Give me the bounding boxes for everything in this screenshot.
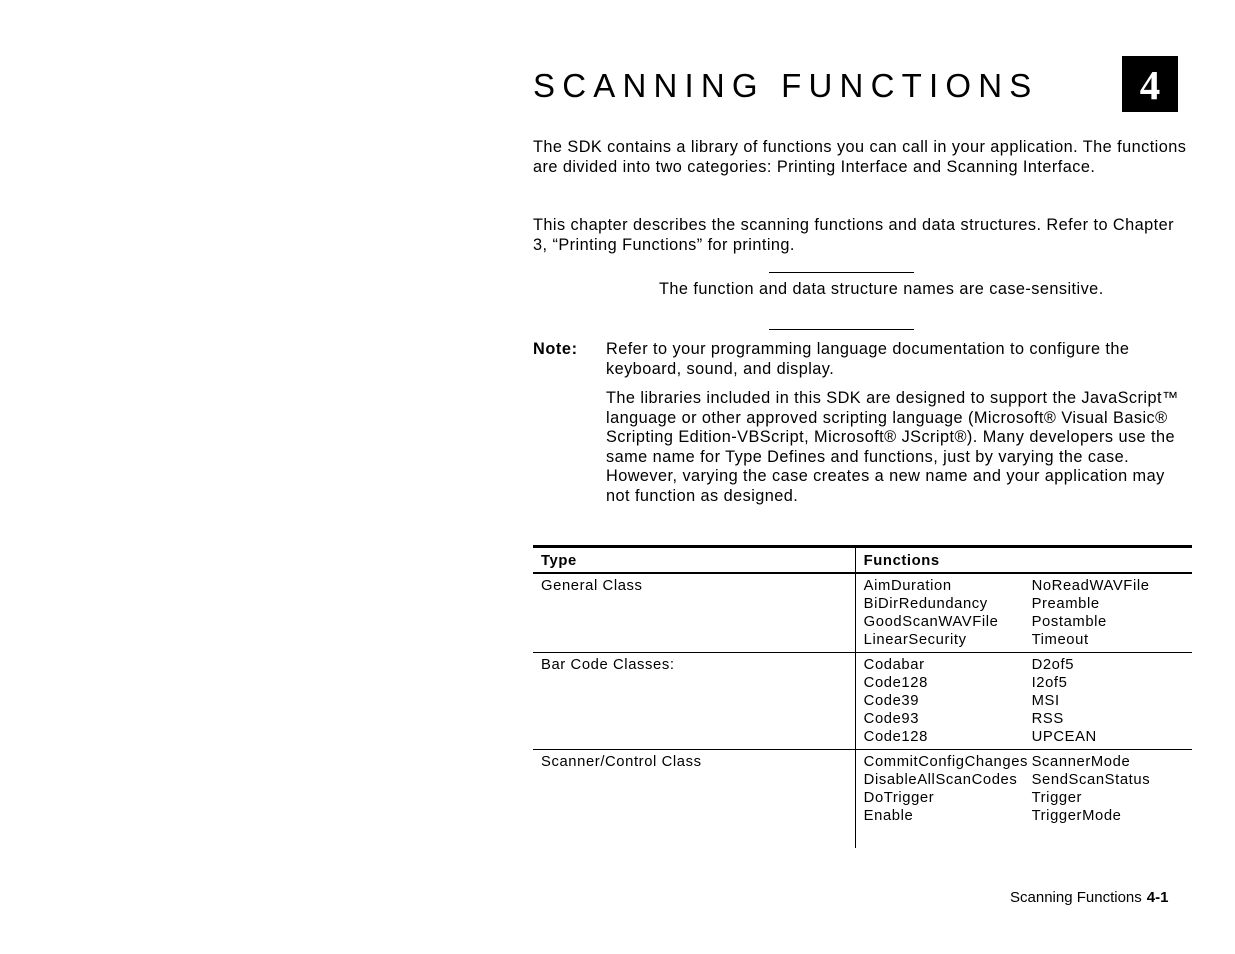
function-name: Timeout <box>1031 632 1089 648</box>
function-name: NoReadWAVFile <box>1031 578 1150 594</box>
function-name: Codabar <box>863 657 925 673</box>
row-type: Bar Code Classes: <box>533 653 855 750</box>
function-name: DisableAllScanCodes <box>863 772 1018 788</box>
function-name: LinearSecurity <box>863 632 967 648</box>
functions-column-left <box>855 573 1023 653</box>
function-name: ScannerMode <box>1031 754 1131 770</box>
caution-rule-top <box>769 272 914 273</box>
footer-page-number: 4-1 <box>1146 889 1169 906</box>
footer-section-title: Scanning Functions <box>1010 889 1142 906</box>
function-name: RSS <box>1031 711 1064 727</box>
chapter-number-tab: 4 <box>1122 56 1178 112</box>
note-paragraph-1: Refer to your programming language documentation to configure the keyboard, sound, and display. <box>606 340 1130 378</box>
table-row <box>533 573 1192 653</box>
function-name: GoodScanWAVFile <box>863 614 999 630</box>
functions-column-right <box>1024 750 1192 849</box>
header-type: Type <box>533 547 855 574</box>
function-name: MSI <box>1031 693 1060 709</box>
functions-column-right <box>1024 653 1192 750</box>
function-name: Code93 <box>863 711 920 727</box>
functions-table <box>533 545 1192 848</box>
function-name: Enable <box>863 808 914 824</box>
caution-rule-bottom <box>769 329 914 330</box>
functions-column-left <box>855 653 1023 750</box>
function-name: Trigger <box>1031 790 1083 806</box>
function-name: BiDirRedundancy <box>863 596 988 612</box>
note-label: Note: <box>533 340 578 358</box>
function-name: Code128 <box>863 675 928 691</box>
caution-text: The function and data structure names are case-sensitive. <box>659 280 1104 298</box>
function-name: UPCEAN <box>1031 729 1097 745</box>
function-name: TriggerMode <box>1031 808 1122 824</box>
function-name: Preamble <box>1031 596 1100 612</box>
functions-column-left <box>855 750 1029 849</box>
function-name: I2of5 <box>1031 675 1068 691</box>
row-type: General Class <box>533 573 855 653</box>
function-name: Code39 <box>863 693 920 709</box>
chapter-title: SCANNING FUNCTIONS <box>533 67 1039 104</box>
function-name: D2of5 <box>1031 657 1075 673</box>
page-footer <box>1010 889 1168 907</box>
function-name: DoTrigger <box>863 790 935 806</box>
function-name: AimDuration <box>863 578 952 594</box>
table-row <box>533 750 1192 849</box>
intro-paragraph-2: This chapter describes the scanning functions and data structures. Refer to Chapter 3, “Printing Functions” for printing. <box>533 216 1174 254</box>
note-paragraph-2: The libraries included in this SDK are designed to support the JavaScript™ language or other approved scripting language (Microsoft® Visual Basic® Scripting Edition-VBScript, Microsoft® JScript®). Many developers use the same name for Type Defines and functions, just by varying the case. However, varying the case creates a new name and your application may not function as designed. <box>606 389 1179 505</box>
table-row <box>533 653 1192 750</box>
intro-paragraph-1: The SDK contains a library of functions you can call in your application. The functions are divided into two categories: Printing Interface and Scanning Interface. <box>533 138 1187 176</box>
function-name: Postamble <box>1031 614 1107 630</box>
function-name: Code128 <box>863 729 928 745</box>
row-type: Scanner/Control Class <box>533 750 855 849</box>
header-functions: Functions <box>855 547 1192 574</box>
table-header-row <box>533 547 1192 574</box>
functions-column-right <box>1024 573 1192 653</box>
function-name: SendScanStatus <box>1031 772 1151 788</box>
function-name: CommitConfigChanges <box>863 754 1029 770</box>
